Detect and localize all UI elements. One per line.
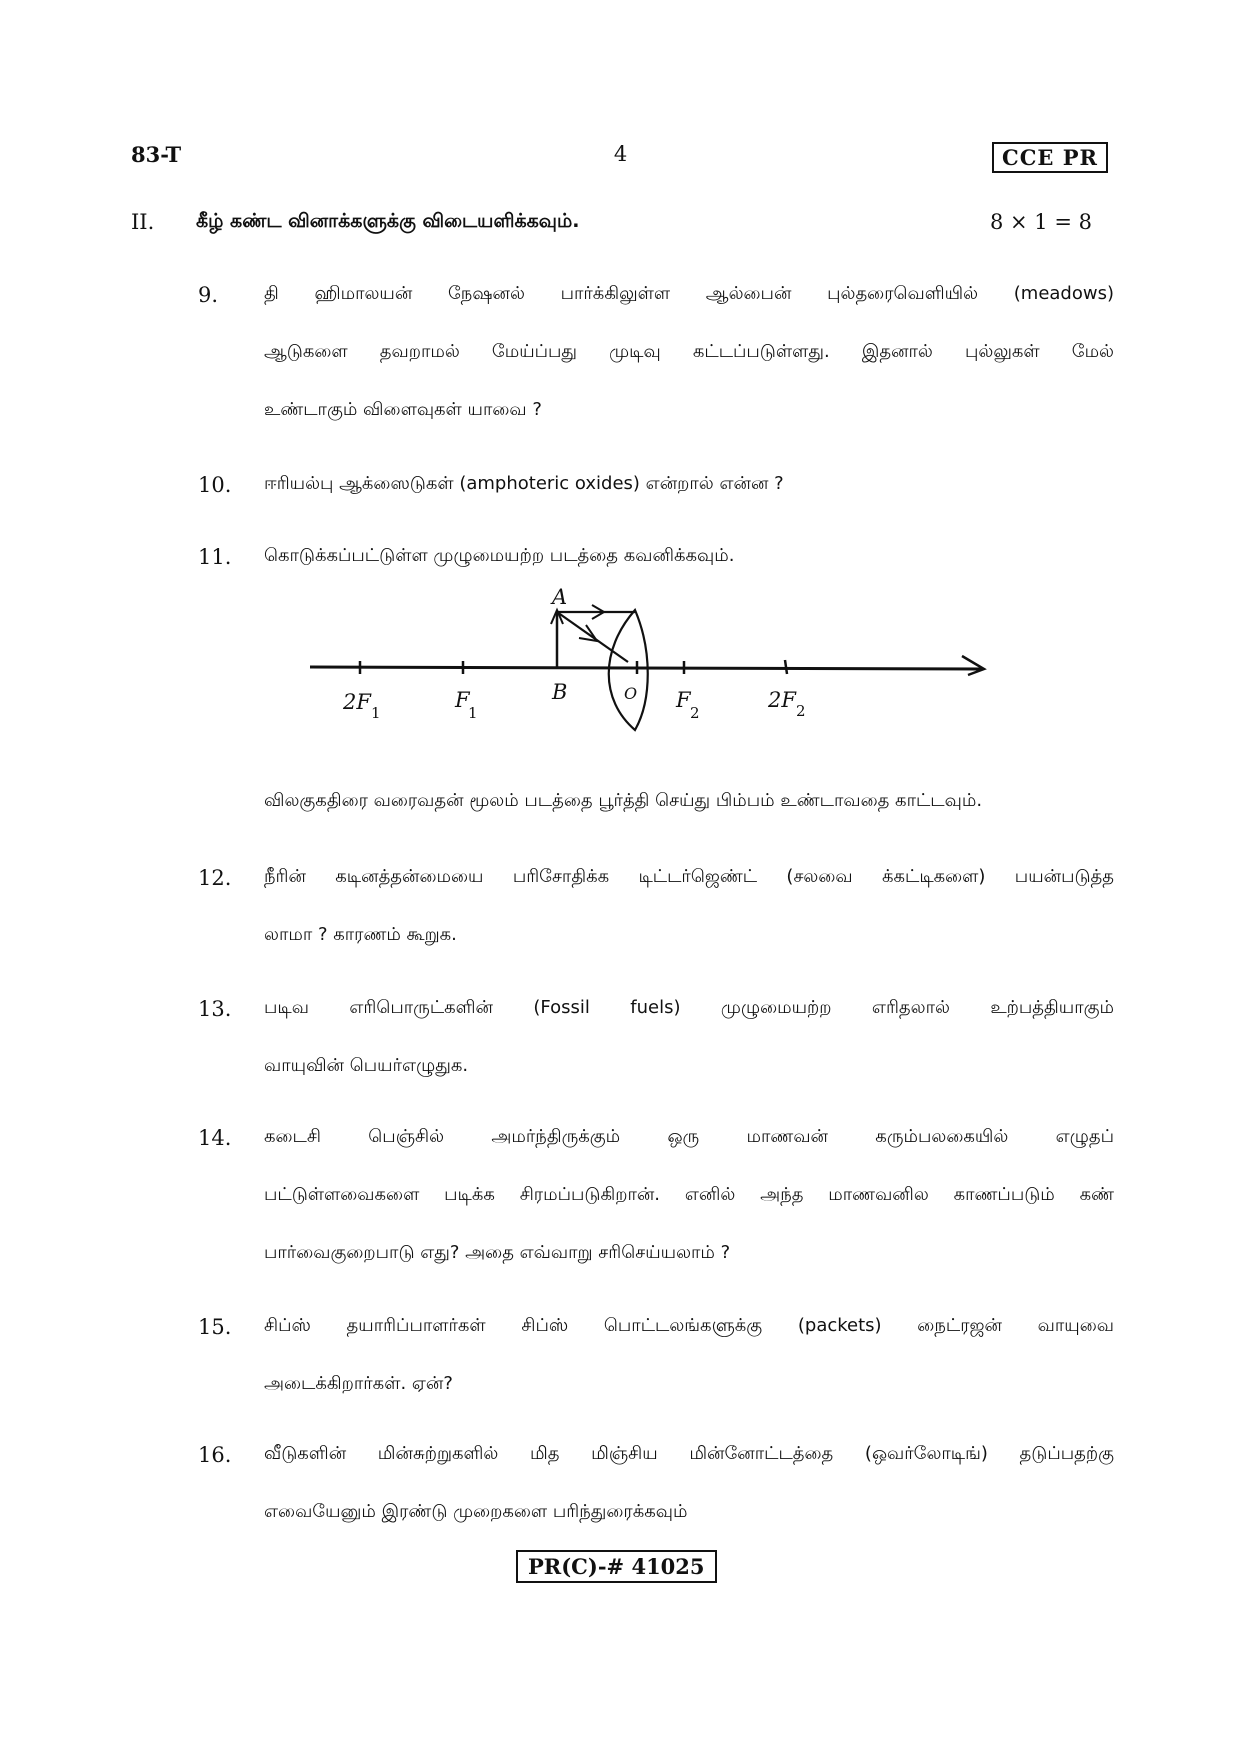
- question-number: 14.: [198, 1126, 232, 1150]
- section-number: II.: [131, 210, 155, 234]
- series-box: CCE PR: [992, 142, 1108, 173]
- question-line: எவையேனும் இரண்டு முறைகளை பரிந்துரைக்கவும்: [264, 1501, 688, 1522]
- label-b: B: [552, 680, 568, 704]
- label-2f2-sub: 2: [796, 702, 806, 720]
- question-line: ஈரியல்பு ஆக்ஸைடுகள் (amphoteric oxides) என்றால் என்ன ?: [264, 473, 784, 494]
- question-line: பட்டுள்ளவைகளை படிக்க சிரமப்படுகிறான். எனில் அந்த மாணவனில காணப்படும் கண்: [264, 1184, 1114, 1205]
- tick-2f2: [785, 660, 787, 674]
- question-line: கடைசி பெஞ்சில் அமர்ந்திருக்கும் ஒரு மாணவன் கரும்பலகையில் எழுதப்: [264, 1126, 1114, 1147]
- label-2f1: 2F: [343, 690, 371, 714]
- question-text: [264, 979, 1114, 1095]
- question-line: தி ஹிமாலயன் நேஷனல் பார்க்கிலுள்ள ஆல்பைன் புல்தரைவெளியில் (meadows): [264, 283, 1114, 304]
- axis-arrow-head: [962, 656, 984, 675]
- question-text: [264, 1425, 1114, 1541]
- question-number: 16.: [198, 1443, 232, 1467]
- convex-lens: [609, 610, 648, 730]
- label-a: A: [552, 585, 568, 609]
- question-line: ஆடுகளை தவறாமல் மேய்ப்பது முடிவு கட்டப்படுள்ளது. இதனால் புல்லுகள் மேல்: [264, 341, 1114, 362]
- figure-instruction: விலகுகதிரை வரைவதன் மூலம் படத்தை பூர்த்தி செய்து பிம்பம் உண்டாவதை காட்டவும்.: [264, 790, 983, 811]
- label-f1: F: [455, 688, 470, 712]
- paper-code: 83-T: [131, 142, 182, 167]
- lens-ray-diagram: [300, 580, 1020, 750]
- section-title: கீழ் கண்ட வினாக்களுக்கு விடையளிக்கவும்.: [196, 210, 580, 232]
- page-number: 4: [613, 142, 628, 166]
- label-o: O: [624, 684, 638, 703]
- question-text: [264, 265, 1114, 439]
- question-number: 9.: [198, 283, 219, 307]
- principal-axis: [310, 667, 983, 669]
- question-number: 13.: [198, 997, 232, 1021]
- question-line: உண்டாகும் விளைவுகள் யாவை ?: [264, 399, 542, 420]
- question-line: வீடுகளின் மின்சுற்றுகளில் மித மிஞ்சிய மின்னோட்டத்தை (ஒவர்லோடிங்) தடுப்பதற்கு: [264, 1443, 1114, 1464]
- label-f2-sub: 2: [690, 704, 700, 722]
- label-f2: F: [676, 688, 691, 712]
- question-line: கொடுக்கப்பட்டுள்ள முழுமையற்ற படத்தை கவனிக்கவும்.: [264, 545, 735, 566]
- question-number: 10.: [198, 473, 232, 497]
- question-line: படிவ எரிபொருட்களின் (Fossil fuels) முழுமையற்ற எரிதலால் உற்பத்தியாகும்: [264, 997, 1114, 1018]
- question-number: 11.: [198, 545, 232, 569]
- question-line: பார்வைகுறைபாடு எது? அதை எவ்வாறு சரிசெய்யலாம் ?: [264, 1242, 731, 1263]
- question-text: [264, 527, 1114, 585]
- label-2f1-sub: 1: [371, 704, 381, 722]
- question-number: 12.: [198, 866, 232, 890]
- question-text: [264, 848, 1114, 964]
- label-2f2: 2F: [768, 688, 796, 712]
- question-number: 15.: [198, 1315, 232, 1339]
- question-text: [264, 1297, 1114, 1413]
- question-line: சிப்ஸ் தயாரிப்பாளர்கள் சிப்ஸ் பொட்டலங்களுக்கு (packets) நைட்ரஜன் வாயுவை: [264, 1315, 1114, 1336]
- question-line: அடைக்கிறார்கள். ஏன்?: [264, 1373, 453, 1394]
- question-line: நீரின் கடினத்தன்மையை பரிசோதிக்க டிட்டர்ஜெண்ட் (சலவை க்கட்டிகளை) பயன்படுத்த: [264, 866, 1114, 887]
- label-f1-sub: 1: [468, 704, 478, 722]
- question-text: [264, 455, 1114, 513]
- section-marks: 8 × 1 = 8: [990, 210, 1092, 234]
- question-line: வாயுவின் பெயர்எழுதுக.: [264, 1055, 469, 1076]
- question-text: [264, 1108, 1114, 1282]
- question-line: லாமா ? காரணம் கூறுக.: [264, 924, 457, 945]
- footer-code-box: PR(C)-# 41025: [516, 1550, 717, 1583]
